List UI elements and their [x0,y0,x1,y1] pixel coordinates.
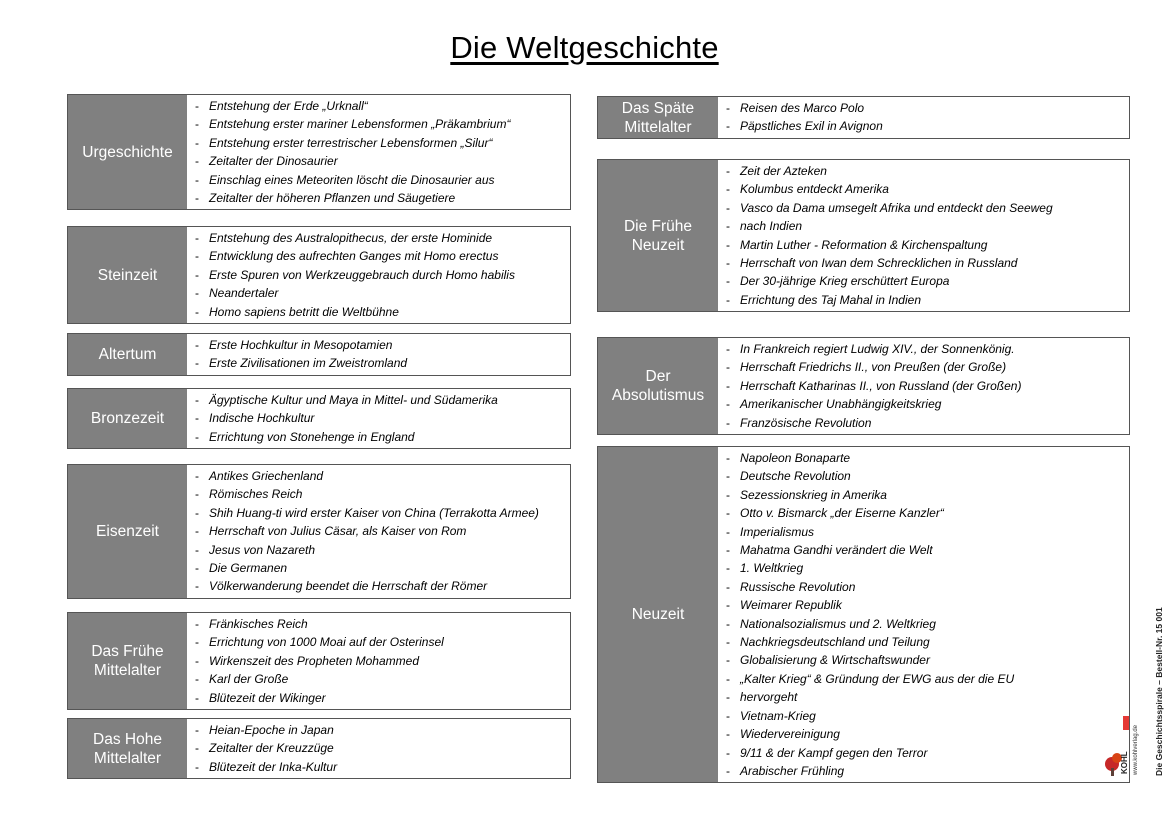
event-item: - 1. Weltkrieg [718,559,1129,577]
page-title: Die Weltgeschichte [450,30,719,65]
event-item: - Nationalsozialismus und 2. Weltkrieg [718,615,1129,633]
event-list [187,227,570,323]
event-item: - Völkerwanderung beendet die Herrschaft der Römer [187,577,570,595]
event-item: - Blütezeit der Inka-Kultur [187,758,570,776]
epoch-block [597,446,1130,783]
event-item: - Kolumbus entdeckt Amerika [718,180,1129,198]
event-item: - Deutsche Revolution [718,467,1129,485]
event-item: - Ägyptische Kultur und Maya in Mittel- und Südamerika [187,391,570,409]
event-list [187,389,570,448]
epoch-block [597,159,1130,312]
event-item: - Entstehung des Australopithecus, der erste Hominide [187,229,570,247]
epoch-label: Steinzeit [68,227,187,323]
event-item: - Römisches Reich [187,485,570,503]
event-list [718,338,1129,434]
event-item: - Antikes Griechenland [187,467,570,485]
event-item: - Russische Revolution [718,578,1129,596]
event-item: - Arabischer Frühling [718,762,1129,780]
event-item: - Napoleon Bonaparte [718,449,1129,467]
epoch-block [67,388,571,449]
publisher-name: KOHL [1120,751,1129,774]
epoch-label: Das Frühe Mittelalter [68,613,187,709]
epoch-block [67,718,571,779]
event-item: - Sezessionskrieg in Amerika [718,486,1129,504]
product-info: Die Geschichtsspirale – Bestell-Nr. 15 001 [1154,607,1164,776]
epoch-block [67,612,571,710]
event-item: - Französische Revolution [718,414,1129,432]
event-item: - „Kalter Krieg“ & Gründung der EWG aus der die EU [718,670,1129,688]
event-item: - Entstehung erster terrestrischer Lebensformen „Silur“ [187,134,570,152]
event-item: - Jesus von Nazareth [187,541,570,559]
event-list [718,160,1129,311]
event-item: - Otto v. Bismarck „der Eiserne Kanzler“ [718,504,1129,522]
epoch-block [67,94,571,210]
event-item: - Der 30-jährige Krieg erschüttert Europa [718,272,1129,290]
event-item: - Die Germanen [187,559,570,577]
event-item: - Shih Huang-ti wird erster Kaiser von China (Terrakotta Armee) [187,504,570,522]
event-item: - Entstehung der Erde „Urknall“ [187,97,570,115]
event-item: - Heian-Epoche in Japan [187,721,570,739]
event-item: - Neandertaler [187,284,570,302]
epoch-label: Altertum [68,334,187,375]
epoch-label: Eisenzeit [68,465,187,598]
event-item: - Entstehung erster mariner Lebensformen „Präkambrium“ [187,115,570,133]
event-item: - Entwicklung des aufrechten Ganges mit Homo erectus [187,247,570,265]
event-list [187,719,570,778]
epoch-block [597,96,1130,139]
event-item: - In Frankreich regiert Ludwig XIV., der Sonnenkönig. [718,340,1129,358]
event-item: - Zeit der Azteken [718,162,1129,180]
event-item: - Fränkisches Reich [187,615,570,633]
event-item: - Homo sapiens betritt die Weltbühne [187,303,570,321]
epoch-label: Der Absolutismus [598,338,718,434]
epoch-block [67,226,571,324]
event-item: - Erste Spuren von Werkzeuggebrauch durch Homo habilis [187,266,570,284]
event-item: - Herrschaft Katharinas II., von Russland (der Großen) [718,377,1129,395]
event-list [187,95,570,209]
event-item: - Mahatma Gandhi verändert die Welt [718,541,1129,559]
event-item: - Amerikanischer Unabhängigkeitskrieg [718,395,1129,413]
epoch-label: Die Frühe Neuzeit [598,160,718,311]
event-item: - Erste Zivilisationen im Zweistromland [187,354,570,372]
event-item: - Errichtung des Taj Mahal in Indien [718,291,1129,309]
epoch-label: Das Hohe Mittelalter [68,719,187,778]
event-item: - Errichtung von Stonehenge in England [187,428,570,446]
event-list [187,465,570,598]
event-item: - Wirkenszeit des Propheten Mohammed [187,652,570,670]
epoch-label: Bronzezeit [68,389,187,448]
event-item: - Martin Luther - Reformation & Kirchenspaltung [718,236,1129,254]
event-item: - Zeitalter der Kreuzzüge [187,739,570,757]
event-item: - Errichtung von 1000 Moai auf der Osterinsel [187,633,570,651]
event-item: - Herrschaft von Julius Cäsar, als Kaiser von Rom [187,522,570,540]
epoch-label: Neuzeit [598,447,718,782]
event-list [718,97,1129,138]
event-item: - Herrschaft von Iwan dem Schrecklichen in Russland [718,254,1129,272]
event-item: - Vietnam-Krieg [718,707,1129,725]
event-item: - Globalisierung & Wirtschaftswunder [718,651,1129,669]
event-item: - Wiedervereinigung [718,725,1129,743]
publisher-logo [1103,706,1131,778]
event-item: - Zeitalter der höheren Pflanzen und Säugetiere [187,189,570,207]
event-item: - Imperialismus [718,523,1129,541]
event-list [187,613,570,709]
event-item: - Indische Hochkultur [187,409,570,427]
event-item: - Vasco da Dama umsegelt Afrika und entdeckt den Seeweg [718,199,1129,217]
epoch-label: Urgeschichte [68,95,187,209]
epoch-label: Das Späte Mittelalter [598,97,718,138]
event-item: - Reisen des Marco Polo [718,99,1129,117]
event-item: - 9/11 & der Kampf gegen den Terror [718,744,1129,762]
publisher-url: www.kohlverlag.de [1133,724,1139,775]
event-item: - hervorgeht [718,688,1129,706]
epoch-block [67,464,571,599]
event-item: - Weimarer Republik [718,596,1129,614]
event-item: - Päpstliches Exil in Avignon [718,117,1129,135]
event-item: - Zeitalter der Dinosaurier [187,152,570,170]
epoch-block [67,333,571,376]
event-item: - Erste Hochkultur in Mesopotamien [187,336,570,354]
event-list [718,447,1129,782]
event-item: - nach Indien [718,217,1129,235]
event-item: - Herrschaft Friedrichs II., von Preußen (der Große) [718,358,1129,376]
epoch-block [597,337,1130,435]
event-list [187,334,570,375]
event-item: - Karl der Große [187,670,570,688]
event-item: - Blütezeit der Wikinger [187,689,570,707]
event-item: - Nachkriegsdeutschland und Teilung [718,633,1129,651]
event-item: - Einschlag eines Meteoriten löscht die Dinosaurier aus [187,171,570,189]
